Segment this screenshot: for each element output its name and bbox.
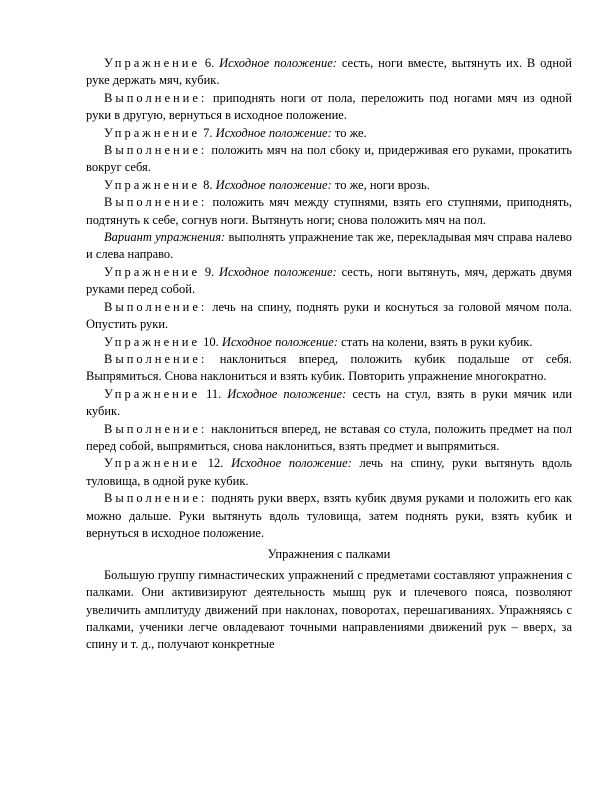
start-position-label: Исходное положение: (215, 125, 332, 140)
exercise-number: 6. (204, 56, 215, 70)
exercise-12-paragraph (86, 455, 572, 490)
exercise-number: 7. (203, 125, 213, 140)
exercise-text: сесть, ноги вытянуть, мяч, держать двумя руками перед собой. (86, 264, 573, 297)
execution-11-paragraph (86, 421, 572, 456)
exercise-number: 10. (203, 334, 219, 349)
closing-paragraph: Большую группу гимнастических упражнений с предметами составляют упражнения с палками. Они активизируют деятельность мышц рук и плечевого пояса, позволяют увеличить амплитуду движений при наклонах, поворотах, перешагиваниях. Упражняясь с палками, ученики легче овладевают точными направлениями движений рук – вверх, за спину и т. д., получают конкретные (86, 567, 572, 652)
execution-text: наклониться вперед, положить кубик подальше от себя. Выпрямиться. Снова наклониться и взять кубик. Повторить упражнение многократно. (86, 351, 572, 384)
exercise-text: лечь на спину, руки вытянуть вдоль туловища, в одной руке кубик. (86, 456, 573, 488)
exercise-text: стать на колени, взять в руки кубик. (341, 334, 533, 349)
exercise-9-paragraph (86, 264, 572, 299)
execution-label: Выполнение: (104, 195, 208, 210)
variant-label: Вариант упражнения: (104, 230, 226, 245)
start-position-label: Исходное положение: (219, 56, 337, 70)
exercise-number: 8. (203, 177, 213, 192)
exercise-label: Упражнение (104, 264, 201, 279)
exercise-text: сесть на стул, взять в руки мячик или кубик. (86, 386, 573, 419)
execution-label: Выполнение: (104, 351, 208, 366)
exercise-8-paragraph (86, 177, 572, 194)
execution-text: положить мяч на пол сбоку и, придерживая его руками, прокатить вокруг себя. (86, 143, 572, 175)
start-position-label: Исходное положение: (215, 177, 332, 192)
exercise-10-paragraph (86, 334, 572, 351)
execution-text: поднять руки вверх, взять кубик двумя руками и положить его как можно дальше. Руки вытянуть вдоль туловища, затем поднять руки, взять кубик и вернуться в исходное положение. (86, 491, 572, 540)
exercise-number: 9. (204, 264, 215, 279)
exercise-7-paragraph (86, 125, 572, 142)
execution-7-paragraph (86, 142, 572, 177)
exercise-text: сесть, ноги вместе, вытянуть их. В одной руке держать мяч, кубик. (86, 56, 573, 88)
execution-text: лечь на спину, поднять руки и коснуться за головой мячом пола. Опустить руки. (86, 299, 573, 332)
exercise-11-paragraph (86, 386, 572, 421)
execution-label: Выполнение: (104, 491, 208, 506)
variant-8-paragraph (86, 229, 572, 264)
exercise-label: Упражнение (104, 125, 201, 140)
start-position-label: Исходное положение: (227, 386, 347, 401)
exercise-number: 12. (207, 456, 224, 471)
execution-8-paragraph (86, 194, 572, 229)
exercise-label: Упражнение (104, 456, 201, 471)
start-position-label: Исходное положение: (219, 264, 337, 279)
execution-label: Выполнение: (104, 143, 208, 158)
execution-6-paragraph (86, 90, 572, 125)
start-position-label: Исходное положение: (221, 334, 339, 349)
execution-9-paragraph (86, 299, 572, 334)
execution-label: Выполнение: (104, 299, 208, 314)
exercise-number: 11. (206, 386, 222, 401)
exercise-label: Упражнение (104, 334, 201, 349)
execution-text: наклониться вперед, не вставая со стула, положить предмет на пол перед собой, выпрямиться, снова наклониться, взять предмет и выпрямиться. (86, 421, 572, 453)
exercise-text: то же. (334, 125, 367, 140)
execution-10-paragraph (86, 351, 572, 386)
variant-text: выполнять упражнение так же, перекладывая мяч справа налево и слева направо. (86, 230, 573, 262)
execution-label: Выполнение: (104, 90, 208, 105)
exercise-6-paragraph (86, 55, 572, 90)
start-position-label: Исходное положение: (231, 456, 352, 471)
exercise-label: Упражнение (104, 177, 201, 192)
exercise-label: Упражнение (104, 386, 201, 401)
exercise-text: то же, ноги врозь. (334, 177, 430, 192)
execution-12-paragraph (86, 490, 572, 542)
execution-label: Выполнение: (104, 421, 208, 436)
execution-text: положить мяч между ступнями, взять его ступнями, приподнять, подтянуть к себе, согнув ноги. Вытянуть ноги; снова положить мяч на пол. (86, 195, 573, 227)
section-heading: Упражнения с палками (267, 547, 391, 562)
exercise-label: Упражнение (104, 56, 201, 70)
execution-text: приподнять ноги от пола, переложить под ногами мяч из одной руки в другую, вернуться в исходное положение. (86, 90, 572, 123)
